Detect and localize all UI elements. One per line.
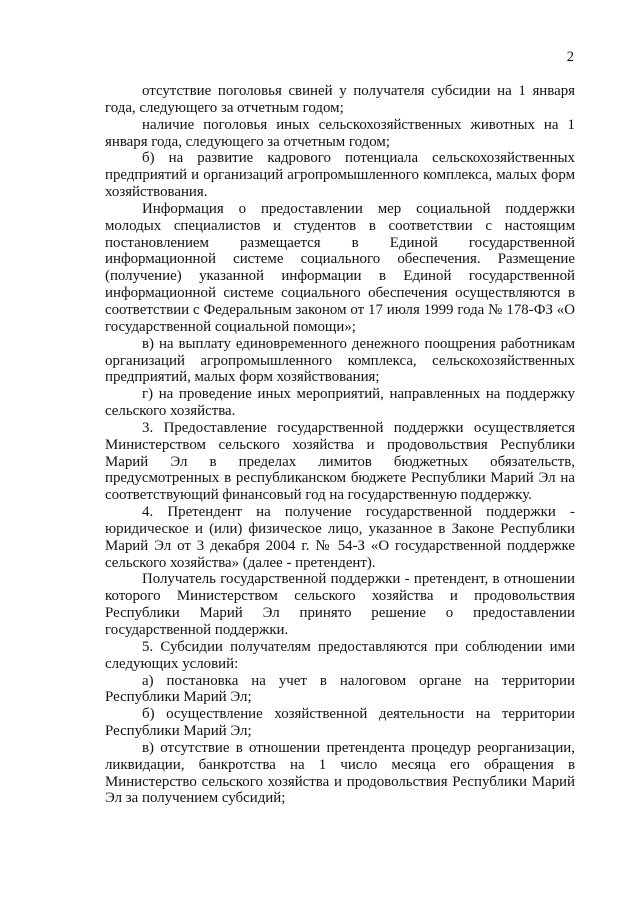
paragraph: отсутствие поголовья свиней у получателя субсидии на 1 января года, следующего за отчетным годом; bbox=[105, 83, 575, 116]
document-body bbox=[105, 83, 575, 807]
paragraph: в) на выплату единовременного денежного поощрения работникам организаций агропромышленного комплекса, сельскохозяйственных предприятий, малых форм хозяйствования; bbox=[105, 335, 575, 386]
paragraph: 5. Субсидии получателям предоставляются при соблюдении ими следующих условий: bbox=[105, 638, 575, 672]
paragraph: 4. Претендент на получение государственной поддержки - юридическое и (или) физическое лицо, указанное в Законе Республики Марий Эл от 3 декабря 2004 г. № 54-З «О государственной поддержке сельского хозяйства» (далее - претендент). bbox=[105, 504, 575, 571]
paragraph: Информация о предоставлении мер социальной поддержки молодых специалистов и студентов в соответствии с настоящим постановлением размещается в Единой государственной информационной системе социального обеспечения. Размещение (получение) указанной информации в Единой государственной информационной системе социального обеспечения осуществляются в соответствии с Федеральным законом от 17 июля 1999 года № 178-ФЗ «О государственной социальной помощи»; bbox=[105, 200, 575, 335]
paragraph: 3. Предоставление государственной поддержки осуществляется Министерством сельского хозяйства и продовольствия Республики Марий Эл в пределах лимитов бюджетных обязательств, предусмотренных в республиканском бюджете Республики Марий Эл на соответствующий финансовый год на государственную поддержку. bbox=[105, 419, 575, 504]
paragraph: а) постановка на учет в налоговом органе на территории Республики Марий Эл; bbox=[105, 672, 575, 706]
paragraph: б) на развитие кадрового потенциала сельскохозяйственных предприятий и организаций агропромышленного комплекса, малых форм хозяйствования. bbox=[105, 150, 575, 201]
page-number: 2 bbox=[566, 49, 574, 65]
paragraph: г) на проведение иных мероприятий, направленных на поддержку сельского хозяйства. bbox=[105, 386, 575, 420]
paragraph: наличие поголовья иных сельскохозяйственных животных на 1 января года, следующего за отчетным годом; bbox=[105, 116, 575, 150]
paragraph: Получатель государственной поддержки - претендент, в отношении которого Министерством сельского хозяйства и продовольствия Республики Марий Эл принято решение о предоставлении государственной поддержки. bbox=[105, 571, 575, 638]
paragraph: б) осуществление хозяйственной деятельности на территории Республики Марий Эл; bbox=[105, 706, 575, 740]
paragraph: в) отсутствие в отношении претендента процедур реорганизации, ликвидации, банкротства на 1 число месяца его обращения в Министерство сельского хозяйства и продовольствия Республики Марий Эл за получением субсидий; bbox=[105, 739, 575, 807]
